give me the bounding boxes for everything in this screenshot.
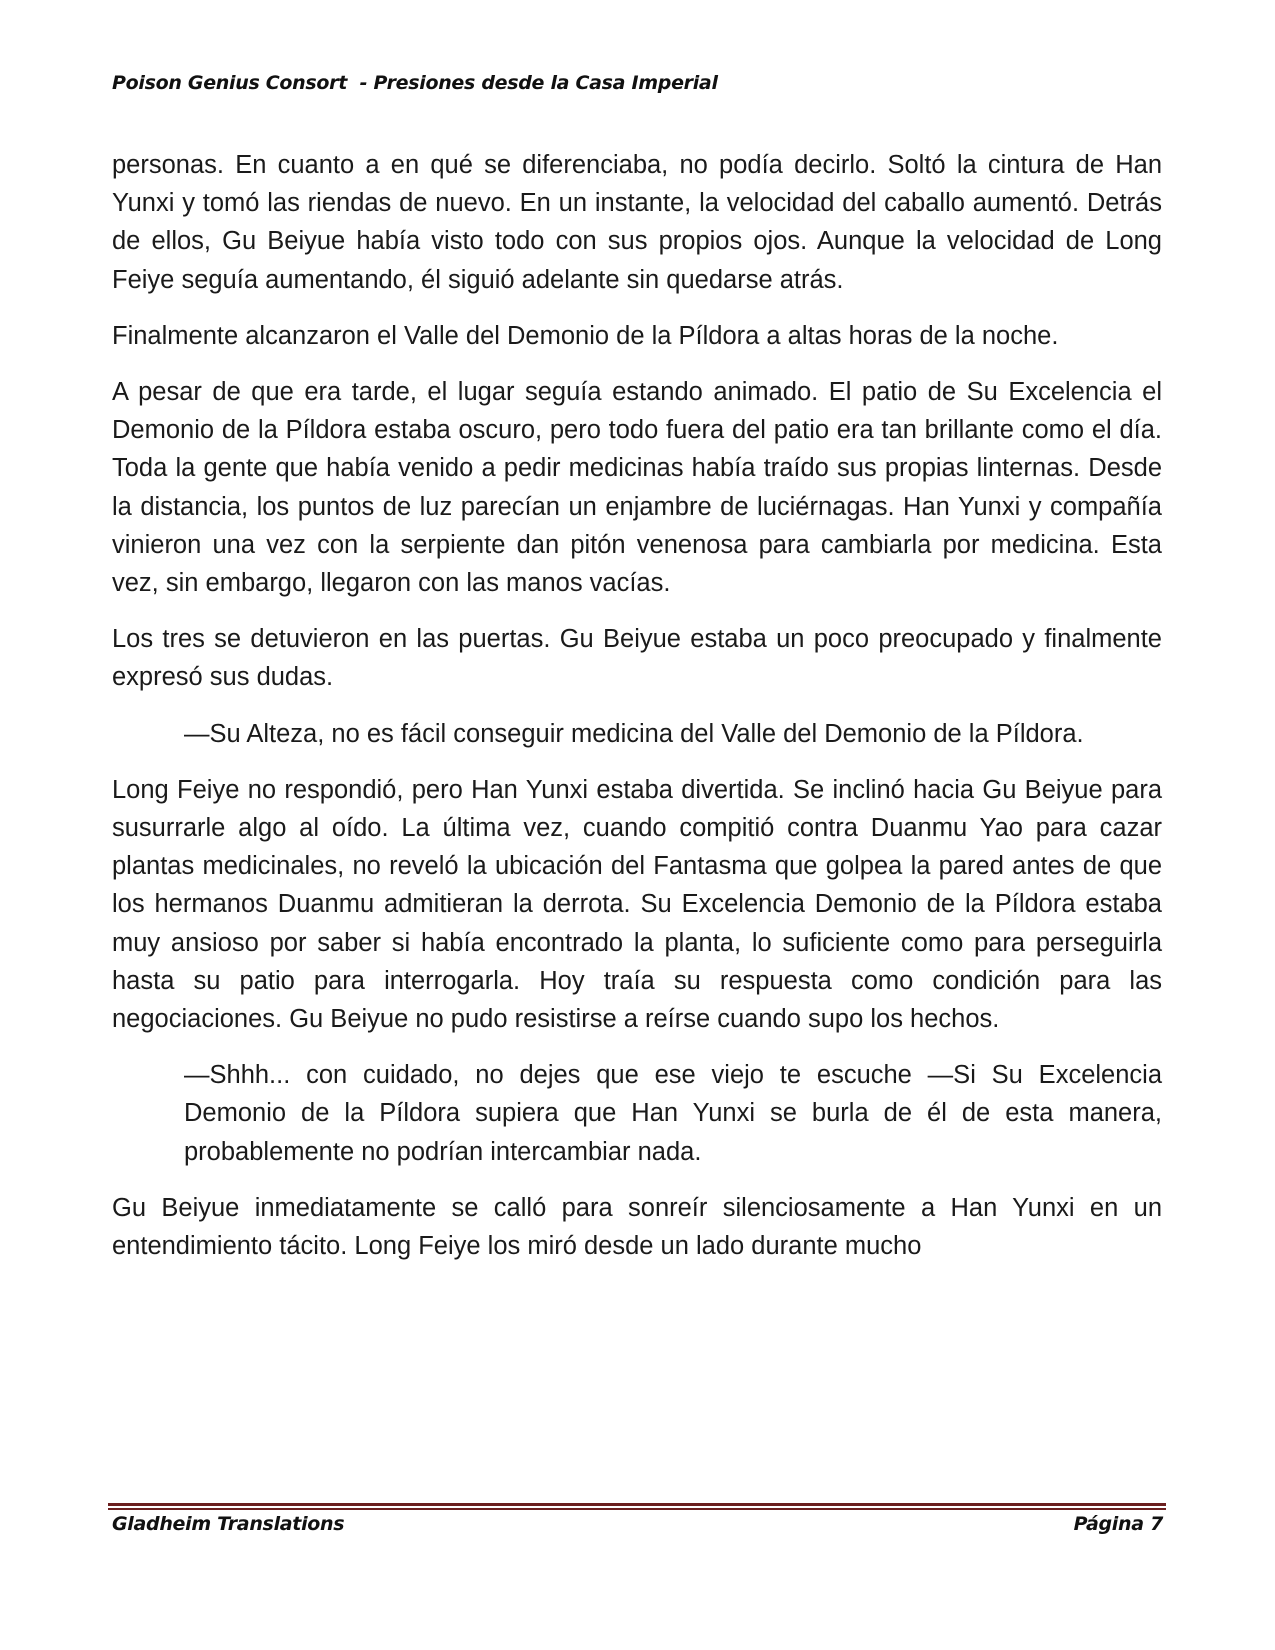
paragraph: Gu Beiyue inmediatamente se calló para sonreír silenciosamente a Han Yunxi en un entendimiento tácito. Long Feiye los miró desde un lado durante mucho — [112, 1193, 1162, 1261]
paragraph: A pesar de que era tarde, el lugar seguía estando animado. El patio de Su Excelencia el Demonio de la Píldora estaba oscuro, pero todo fuera del patio era tan brillante como el día. Toda la gente que había venido a pedir medicinas había traído sus propias linternas. Desde la distancia, los puntos de luz parecían un enjambre de luciérnagas. Han Yunxi y compañía vinieron una vez con la serpiente dan pitón venenosa para cambiarla por medicina. Esta vez, sin embargo, llegaron con las manos vacías. — [112, 378, 1162, 598]
dialogue-paragraph: —Shhh... con cuidado, no dejes que ese viejo te escuche —Si Su Excelencia Demonio de la Píldora supiera que Han Yunxi se burla de él de esta manera, probablemente no podrían intercambiar nada. — [184, 1061, 1162, 1166]
footer-page-number: Página 7 — [1073, 1513, 1163, 1535]
paragraph: Finalmente alcanzaron el Valle del Demonio de la Píldora a altas horas de la noche. — [112, 321, 1059, 350]
paragraph: personas. En cuanto a en qué se diferenciaba, no podía decirlo. Soltó la cintura de Han Yunxi y tomó las riendas de nuevo. En un instante, la velocidad del caballo aumentó. Detrás de ellos, Gu Beiyue había visto todo con sus propios ojos. Aunque la velocidad de Long Feiye seguía aumentando, él siguió adelante sin quedarse atrás. — [112, 151, 1162, 294]
footer-divider — [108, 1503, 1166, 1510]
document-body — [112, 146, 1162, 1265]
footer-publisher: Gladheim Translations — [112, 1513, 345, 1535]
paragraph: Los tres se detuvieron en las puertas. Gu Beiyue estaba un poco preocupado y finalmente expresó sus dudas. — [112, 625, 1162, 692]
dialogue-paragraph: —Su Alteza, no es fácil conseguir medicina del Valle del Demonio de la Píldora. — [184, 719, 1084, 748]
page-header-title: Poison Genius Consort - Presiones desde la Casa Imperial — [112, 72, 718, 94]
paragraph: Long Feiye no respondió, pero Han Yunxi estaba divertida. Se inclinó hacia Gu Beiyue para susurrarle algo al oído. La última vez, cuando compitió contra Duanmu Yao para cazar plantas medicinales, no reveló la ubicación del Fantasma que golpea la pared antes de que los hermanos Duanmu admitieran la derrota. Su Excelencia Demonio de la Píldora estaba muy ansioso por saber si había encontrado la planta, lo suficiente como para perseguirla hasta su patio para interrogarla. Hoy traía su respuesta como condición para las negociaciones. Gu Beiyue no pudo resistirse a reírse cuando supo los hechos. — [112, 775, 1162, 1034]
